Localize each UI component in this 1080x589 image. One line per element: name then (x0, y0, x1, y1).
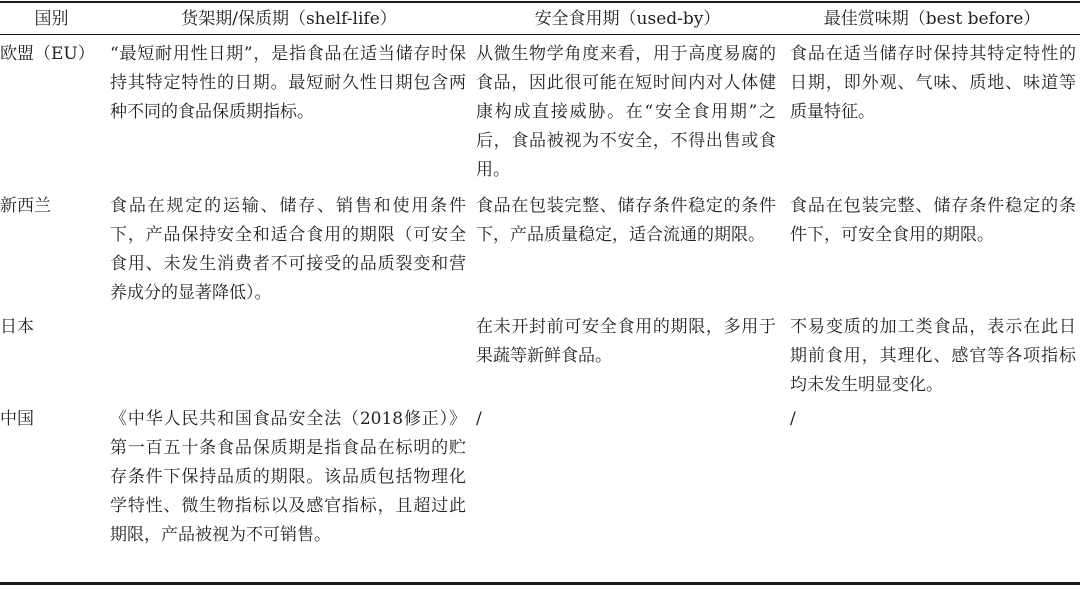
header-shelf-life: 货架期/保质期（shelf-life） (181, 9, 397, 29)
table-header-rule (0, 34, 1080, 35)
row-used-by: / (476, 409, 482, 429)
row-best-before: 食品在适当储存时保持其特定特性的日期，即外观、气味、质地、味道等质量特征。 (790, 44, 1076, 122)
header-used-by: 安全食用期（used-by） (534, 9, 721, 29)
row-best-before: 食品在包装完整、储存条件稳定的条件下，可安全食用的期限。 (790, 196, 1076, 245)
row-best-before: / (790, 409, 796, 429)
row-country: 欧盟（EU） (0, 44, 95, 64)
row-used-by: 食品在包装完整、储存条件稳定的条件下，产品质量稳定，适合流通的期限。 (476, 196, 776, 245)
header-best-before: 最佳赏味期（best before） (823, 9, 1041, 29)
row-best-before: 不易变质的加工类食品，表示在此日期前食用，其理化、感官等各项指标均未发生明显变化。 (790, 317, 1076, 395)
header-country: 国别 (34, 9, 69, 29)
row-shelf-life: “最短耐用性日期”，是指食品在适当储存时保持其特定特性的日期。最短耐久性日期包含两种不同的食品保质期指标。 (110, 44, 466, 122)
row-country: 中国 (0, 409, 34, 429)
table-top-rule (0, 1, 1080, 3)
row-used-by: 从微生物学角度来看，用于高度易腐的食品，因此很可能在短时间内对人体健康构成直接威胁。在“安全食用期”之后，食品被视为不安全，不得出售或食用。 (476, 44, 776, 180)
table-bottom-rule (0, 582, 1080, 585)
row-used-by: 在未开封前可安全食用的期限，多用于果蔬等新鲜食品。 (476, 317, 776, 366)
row-shelf-life: 《中华人民共和国食品安全法（2018修正）》第一百五十条食品保质期是指食品在标明的贮存条件下保持品质的期限。该品质包括物理化学特性、微生物指标以及感官指标，且超过此期限，产品被视为不可销售。 (110, 409, 466, 545)
row-country: 日本 (0, 317, 34, 337)
row-country: 新西兰 (0, 196, 51, 216)
row-shelf-life: 食品在规定的运输、储存、销售和使用条件下，产品保持安全和适合食用的期限（可安全食用、未发生消费者不可接受的品质裂变和营养成分的显著降低）。 (110, 196, 466, 303)
